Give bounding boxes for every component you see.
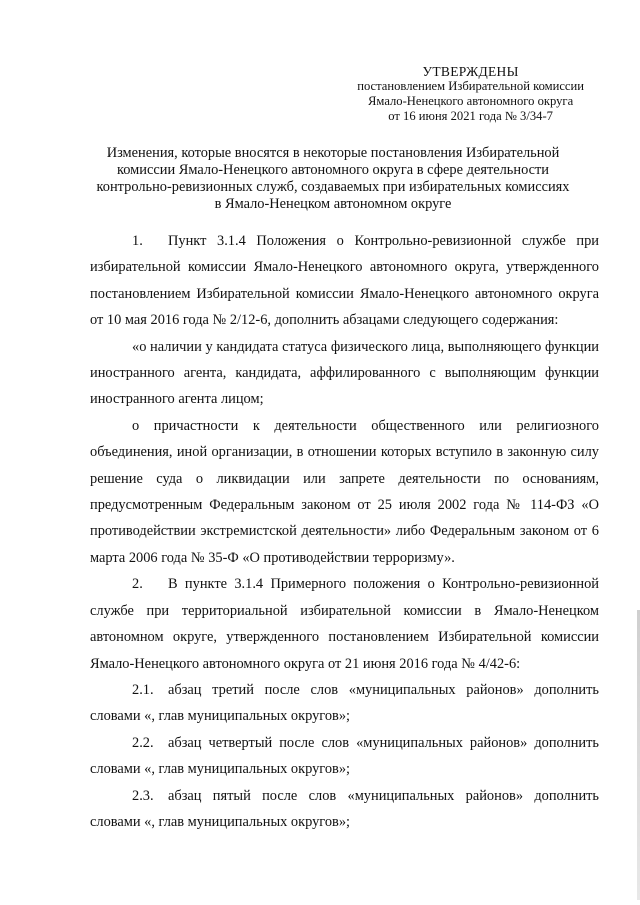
- document-heading: [90, 145, 576, 213]
- subparagraph-text: абзац третий после слов «муниципальных районов» дополнить словами «, глав муниципальных округов»;: [90, 681, 599, 725]
- paragraph-text: Пункт 3.1.4 Положения о Контрольно-ревизионной службе при избирательной комиссии Ямало-Ненецкого автономного округа, утвержденного постановлением Избирательной комиссии Ямало-Ненецкого автономного округа от 10 мая 2016 года № 2/12-6, дополнить абзацами следующего содержания:: [90, 233, 599, 329]
- subparagraph-2-3: [90, 783, 599, 836]
- paragraph-text: В пункте 3.1.4 Примерного положения о Контрольно-ревизионной службе при территориальной избирательной комиссии в Ямало-Ненецком автономном округе, утвержденного постановлением Избирательной комиссии Ямало-Ненецкого автономного округа от 21 июня 2016 года № 4/42-6:: [90, 576, 599, 672]
- sub-number: 2.2.: [132, 734, 154, 751]
- heading-line: в Ямало-Ненецком автономном округе: [214, 196, 452, 212]
- approval-line: постановлением Избирательной комиссии: [357, 79, 584, 93]
- subparagraph-2-2: [90, 730, 599, 783]
- subparagraph-2-1: [90, 677, 599, 730]
- quoted-paragraph: «о наличии у кандидата статуса физического лица, выполняющего функции иностранного агента, кандидата, аффилированного с выполняющим функции иностранного агента лицом;: [90, 338, 599, 408]
- subparagraph-text: абзац четвертый после слов «муниципальных районов» дополнить словами «, глав муниципальных округов»;: [90, 734, 599, 778]
- approval-stamp: [357, 64, 584, 124]
- approval-title: УТВЕРЖДЕНЫ: [422, 64, 519, 79]
- approval-line: Ямало-Ненецкого автономного округа: [368, 94, 574, 108]
- subparagraph-text: абзац пятый после слов «муниципальных районов» дополнить словами «, глав муниципальных округов»;: [90, 787, 599, 830]
- quoted-paragraph: о причастности к деятельности общественного или религиозного объединения, иной организации, в отношении которых вступило в законную силу решение суда о ликвидации или запрете деятельности по основаниям, предусмотренным Федеральным законом от 25 июля 2002 года № 114-ФЗ «О противодействии экстремистской деятельности» либо Федеральным законом от 6 марта 2006 года № 35-Ф «О противодействии терроризму».: [90, 417, 599, 566]
- sub-number: 2.1.: [132, 681, 154, 698]
- approval-line: от 16 июня 2021 года № 3/34-7: [388, 109, 553, 123]
- heading-line: Изменения, которые вносятся в некоторые постановления Избирательной: [106, 145, 560, 161]
- sub-number: 2.3.: [132, 787, 154, 804]
- item-number: 1.: [132, 233, 143, 249]
- paragraph-2: [90, 571, 599, 677]
- document-body: [90, 228, 599, 835]
- item-number: 2.: [132, 576, 143, 593]
- heading-line: контрольно-ревизионных служб, создаваемых при избирательных комиссиях: [96, 179, 570, 195]
- paragraph-1: [90, 228, 599, 334]
- heading-line: комиссии Ямало-Ненецкого автономного округа в сфере деятельности: [117, 162, 549, 178]
